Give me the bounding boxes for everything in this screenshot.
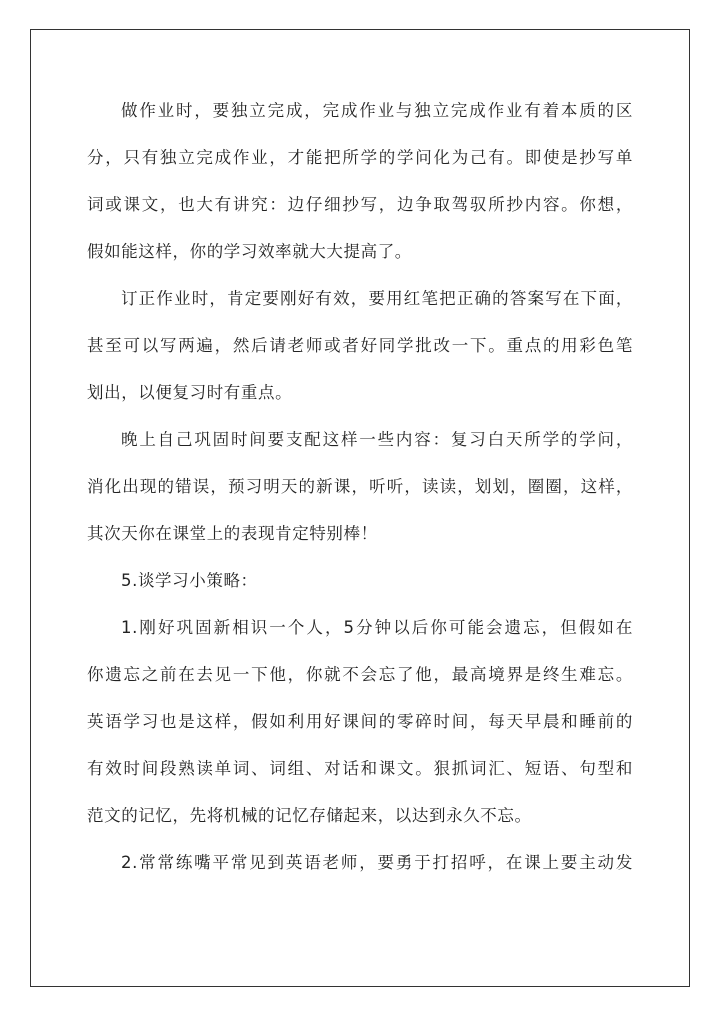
- text-line: 1.刚好巩固新相识一个人，5分钟以后你可能会遗忘，但假如在: [121, 618, 633, 637]
- text-line: 英语学习也是这样，假如利用好课间的零碎时间，每天早晨和睡前的: [87, 712, 633, 731]
- text-line: 范文的记忆，先将机械的记忆存储起来，以达到永久不忘。: [87, 806, 532, 825]
- text-line: 甚至可以写两遍，然后请老师或者好同学批改一下。重点的用彩色笔: [87, 336, 633, 355]
- text-line: 其次天你在课堂上的表现肯定特别棒！: [87, 524, 378, 543]
- text-line: 有效时间段熟读单词、词组、对话和课文。狠抓词汇、短语、句型和: [87, 759, 633, 778]
- section-heading: 5.谈学习小策略：: [121, 571, 258, 590]
- text-line: 消化出现的错误，预习明天的新课，听听，读读，划划，圈圈，这样，: [87, 477, 633, 496]
- text-line: 划出，以便复习时有重点。: [87, 383, 293, 402]
- text-line: 你遗忘之前在去见一下他，你就不会忘了他，最高境界是终生难忘。: [87, 665, 633, 684]
- text-line: 2.常常练嘴平常见到英语老师，要勇于打招呼，在课上要主动发: [121, 853, 633, 872]
- text-line: 做作业时，要独立完成，完成作业与独立完成作业有着本质的区: [121, 101, 633, 120]
- text-line: 订正作业时，肯定要刚好有效，要用红笔把正确的答案写在下面，: [121, 289, 633, 308]
- text-line: 晚上自己巩固时间要支配这样一些内容：复习白天所学的学问，: [121, 430, 633, 449]
- text-line: 分，只有独立完成作业，才能把所学的学问化为己有。即使是抄写单: [87, 148, 633, 167]
- text-line: 假如能这样，你的学习效率就大大提高了。: [87, 242, 412, 261]
- text-line: 词或课文，也大有讲究：边仔细抄写，边争取驾驭所抄内容。你想，: [87, 195, 633, 214]
